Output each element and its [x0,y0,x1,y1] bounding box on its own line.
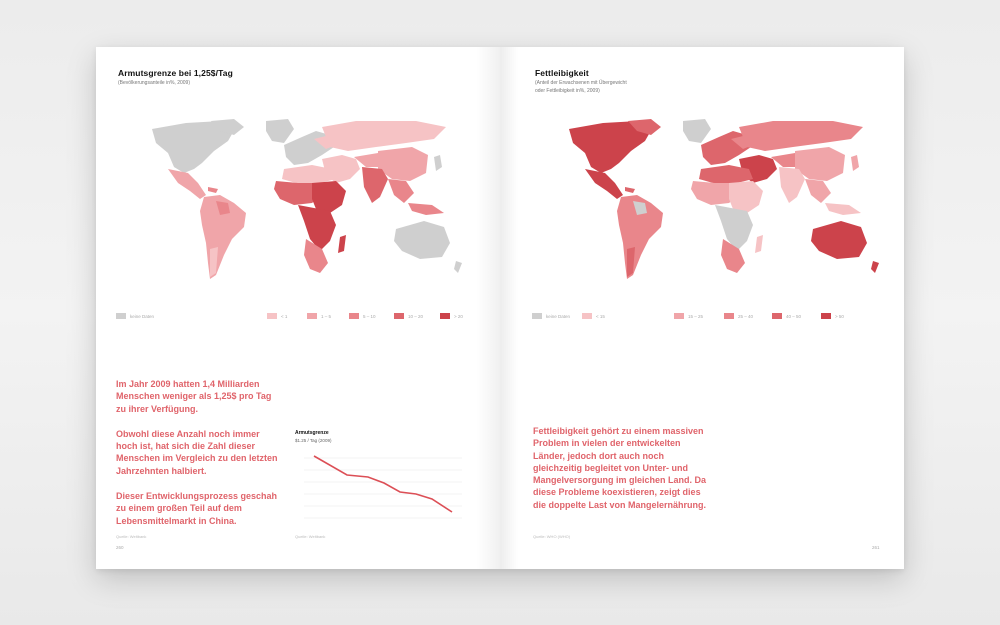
source-note: Quelle: Weltbank [116,534,147,539]
book-spread [96,47,904,569]
legend-item-2: 15 – 25 [674,313,703,319]
legend-item-1: < 1 [267,313,287,319]
legend-item-5: > 50 [821,313,844,319]
legend-item-5: > 20 [440,313,463,319]
legend-item-1: < 15 [582,313,605,319]
mini-chart-subtitle: $1.25 / Tag (2009) [295,438,332,443]
legend-item-4: 40 – 50 [772,313,801,319]
poverty-trend-chart [292,452,467,527]
mini-chart-source: Quelle: Weltbank [295,534,326,539]
paragraph: Fettleibigkeit gehört zu einem massiven Problem in vielen der entwickelten Länder, jedoch dort auch noch gleichzeitig begleitet von Unter- und Mangelversorgung im gleichen Land. Da diese Probleme koexistieren, zeigt dies die doppelte Last von Mangelernährung. [533,426,707,510]
legend-item-3: 25 – 40 [724,313,753,319]
legend-item-nodata: keine Daten [116,313,154,319]
obesity-world-map [533,117,883,292]
legend-item-4: 10 – 20 [394,313,423,319]
page-title: Fettleibigkeit [535,68,589,78]
legend-item-3: 5 – 10 [349,313,376,319]
page-subtitle: (Bevölkerungsanteile in%, 2009) [118,80,190,86]
paragraph: Im Jahr 2009 hatten 1,4 Milliarden Menschen weniger als 1,25$ pro Tag zu ihrer Verfügung. [116,379,272,414]
source-note: Quelle: WHO (WHO) [533,534,571,539]
right-page [500,47,904,569]
body-text [116,378,281,540]
body-text [533,425,708,524]
paragraph: Obwohl diese Anzahl noch immer hoch ist, hat sich die Zahl dieser Menschen im Vergleich zu den letzten Jahrzehnten halbiert. [116,428,278,476]
legend-item-nodata: keine Daten [532,313,570,319]
paragraph: Dieser Entwicklungsprozess geschah zu einem großen Teil auf dem Lebensmittelmarkt in China. [116,491,278,526]
left-page [96,47,500,569]
poverty-world-map [116,117,466,292]
page-subtitle: (Anteil der Erwachsenen mit Übergewicht oder Fettleibigkeit in%, 2009) [535,80,627,94]
mini-chart-title: Armutsgrenze [295,430,329,436]
page-number: 261 [872,545,880,550]
page-title: Armutsgrenze bei 1,25$/Tag [118,68,233,78]
page-number: 260 [116,545,124,550]
legend-item-2: 1 – 5 [307,313,331,319]
